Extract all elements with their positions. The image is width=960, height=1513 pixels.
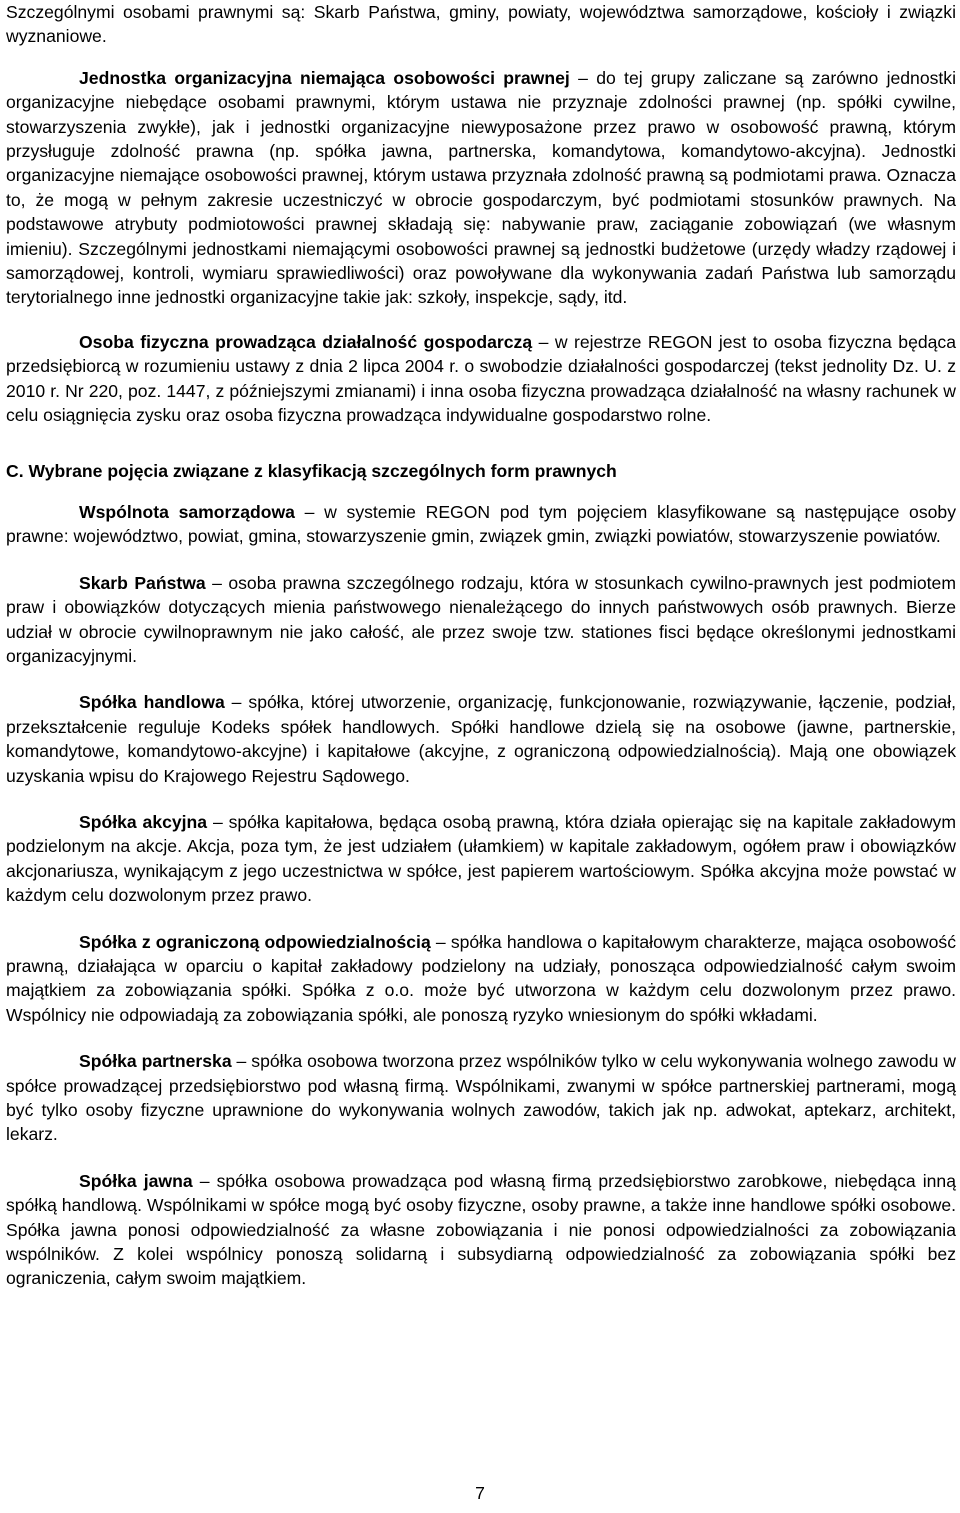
entry-spolka-handlowa <box>6 690 956 788</box>
entry-spolka-jawna <box>6 1169 956 1291</box>
definition-organizational-unit: do tej grupy zaliczane są zarówno jednostki organizacyjne niebędące osobami prawnymi, którym ustawa nie przyznaje zdolności prawnej (np. spółki cywilne, stowarzyszenia zwykłe), jak i jednostki organizacyjne niewyposażone przez prawo w osobowość prawną, którym przysługuje zdolność prawna (np. spółka jawna, partnerska, komandytowa, komandytowo-akcyjna). Jednostki organizacyjne niemające osobowości prawnej, którym ustawa przyznała zdolność prawną są podmiotami prawa. Oznacza to, że mogą w pełnym zakresie uczestniczyć w obrocie gospodarczym, być podmiotami stosunków prawnych. Na podstawowe atrybuty podmiotowości prawnej składają się: nabywanie praw, zaciąganie zobowiązań (we własnym imieniu). Szczególnymi jednostkami niemającymi osobowości prawnej są jednostki budżetowe (urzędy władzy rządowej i samorządowej, kontroli, wymiaru sprawiedliwości) oraz powoływane dla wykonywania zadań Państwa lub samorządu terytorialnego inne jednostki organizacyjne takie jak: szkoły, inspekcje, sądy, itd. <box>6 67 957 308</box>
entry-dash: – <box>224 692 249 713</box>
entry-term: Skarb Państwa <box>79 572 206 593</box>
entry-definition: spółka osobowa tworzona przez wspólników tylko w celu wykonywania wolnego zawodu w spółce prowadzącej przedsiębiorstwo pod własną firmą. Wspólnikami, zwanymi w spółce partnerskiej partnerami, mogą być tylko osoby fizyczne uprawnione do wykonywania wolnych zawodów, takich jak np. adwokat, aptekarz, architekt, lekarz. <box>6 1051 957 1145</box>
entry-dash: – <box>192 1170 217 1191</box>
entry-spolka-partnerska <box>6 1049 956 1147</box>
term-natural-person: Osoba fizyczna prowadząca działalność gospodarczą <box>79 331 533 352</box>
entry-dash: – <box>207 811 229 832</box>
definition-natural-person: w rejestrze REGON jest to osoba fizyczna będąca przedsiębiorcą w rozumieniu ustawy z dnia 2 lipca 2004 r. o swobodzie działalności gospodarczej (tekst jednolity Dz. U. z 2010 r. Nr 220, poz. 1447, z późniejszymi zmianami) i inna osoba fizyczna prowadząca działalność na własny rachunek w celu osiągnięcia zysku oraz osoba fizyczna prowadząca indywidualne gospodarstwo rolne. <box>6 331 957 426</box>
entry-term: Spółka akcyjna <box>79 811 208 832</box>
entry-dash: – <box>231 1051 252 1072</box>
document-page <box>6 0 956 1291</box>
intro-paragraph-legal-persons: Szczególnymi osobami prawnymi są: Skarb Państwa, gminy, powiaty, województwa samorządowe, kościoły i związki wyznaniowe. <box>6 2 956 47</box>
entry-definition: spółka, której utworzenie, organizację, funkcjonowanie, rozwiązywanie, łączenie, podział, przekształcenie reguluje Kodeks spółek handlowych. Spółki handlowe dzielą się na osobowe (jawne, partnerskie, komandytowe, komandytowo-akcyjne) i kapitałowe (akcyjne, z ograniczoną odpowiedzialnością). Mają one obowiązek uzyskania wpisu do Krajowego Rejestru Sądowego. <box>6 692 956 786</box>
entry-term: Spółka handlowa <box>79 692 225 713</box>
entry-spolka-akcyjna <box>6 810 956 908</box>
entry-spolka-z-oo <box>6 930 956 1028</box>
entry-definition: spółka osobowa prowadząca pod własną firmą przedsiębiorstwo zarobkowe, niebędąca inną spółką handlową. Wspólnikami w spółce mogą być osoby fizyczne, osoby prawne, a także inne handlowe spółki osobowe. Spółka jawna ponosi odpowiedzialność za własne zobowiązania i nie ponosi odpowiedzialności za zobowiązania wspólników. Z kolei wspólnicy ponoszą solidarną i subsydiarną odpowiedzialność za zobowiązania spółki bez ograniczenia, całym swoim majątkiem. <box>6 1170 957 1289</box>
entry-term: Spółka z ograniczoną odpowiedzialnością <box>79 931 431 952</box>
page-number: 7 <box>475 1483 485 1503</box>
entry-skarb-panstwa <box>6 571 956 669</box>
entry-dash: – <box>430 931 451 952</box>
paragraph-organizational-unit <box>6 66 956 310</box>
entry-dash: – <box>294 501 325 522</box>
term-organizational-unit: Jednostka organizacyjna niemająca osobowości prawnej <box>79 67 570 88</box>
entry-term: Spółka partnerska <box>79 1051 232 1072</box>
entry-term: Wspólnota samorządowa <box>79 501 295 522</box>
entry-definition: w systemie REGON pod tym pojęciem klasyfikowane są następujące osoby prawne: województwo, powiat, gmina, stowarzyszenie gmin, związek gmin, związki powiatów, stowarzyszenie powiatów. <box>6 501 957 547</box>
section-heading-c: C. Wybrane pojęcia związane z klasyfikacją szczególnych form prawnych <box>6 460 617 481</box>
entry-wspolnota-samorzadowa <box>6 500 956 549</box>
term-dash: – <box>569 67 597 88</box>
entry-definition: spółka handlowa o kapitałowym charakterze, mająca osobowość prawną, działająca w oparciu o kapitał zakładowy podzielony na udziały, ponosząca odpowiedzialność całym swoim majątkiem za zobowiązania spółki. Spółka z o.o. może być utworzona w każdym celu dozwolonym przez prawo. Wspólnicy nie odpowiadają za zobowiązania spółki, ale ponoszą ryzyko wniesionym do spółki wkładami. <box>6 931 956 1025</box>
paragraph-natural-person <box>6 330 956 428</box>
entry-definition: osoba prawna szczególnego rodzaju, która w stosunkach cywilno-prawnych jest podmiotem praw i obowiązków dotyczących mienia państwowego nienależącego do innych państwowych osób prawnych. Bierze udział w obrocie cywilnoprawnym nie jako całość, ale przez swoje tzw. stationes fisci będące określonymi jednostkami organizacyjnymi. <box>6 572 956 666</box>
entry-definition: spółka kapitałowa, będąca osobą prawną, która działa opierając się na kapitale zakładowym podzielonym na akcje. Akcja, poza tym, że jest udziałem (ułamkiem) w kapitale zakładowym, ogółem praw i obowiązków akcjonariusza, wynikającym z jego uczestnictwa w spółce, jest papierem wartościowym. Spółka akcyjna może powstać w każdym celu dozwolonym przez prawo. <box>6 811 956 906</box>
term-dash: – <box>532 331 555 352</box>
entry-dash: – <box>205 572 229 593</box>
entry-term: Spółka jawna <box>79 1170 193 1191</box>
